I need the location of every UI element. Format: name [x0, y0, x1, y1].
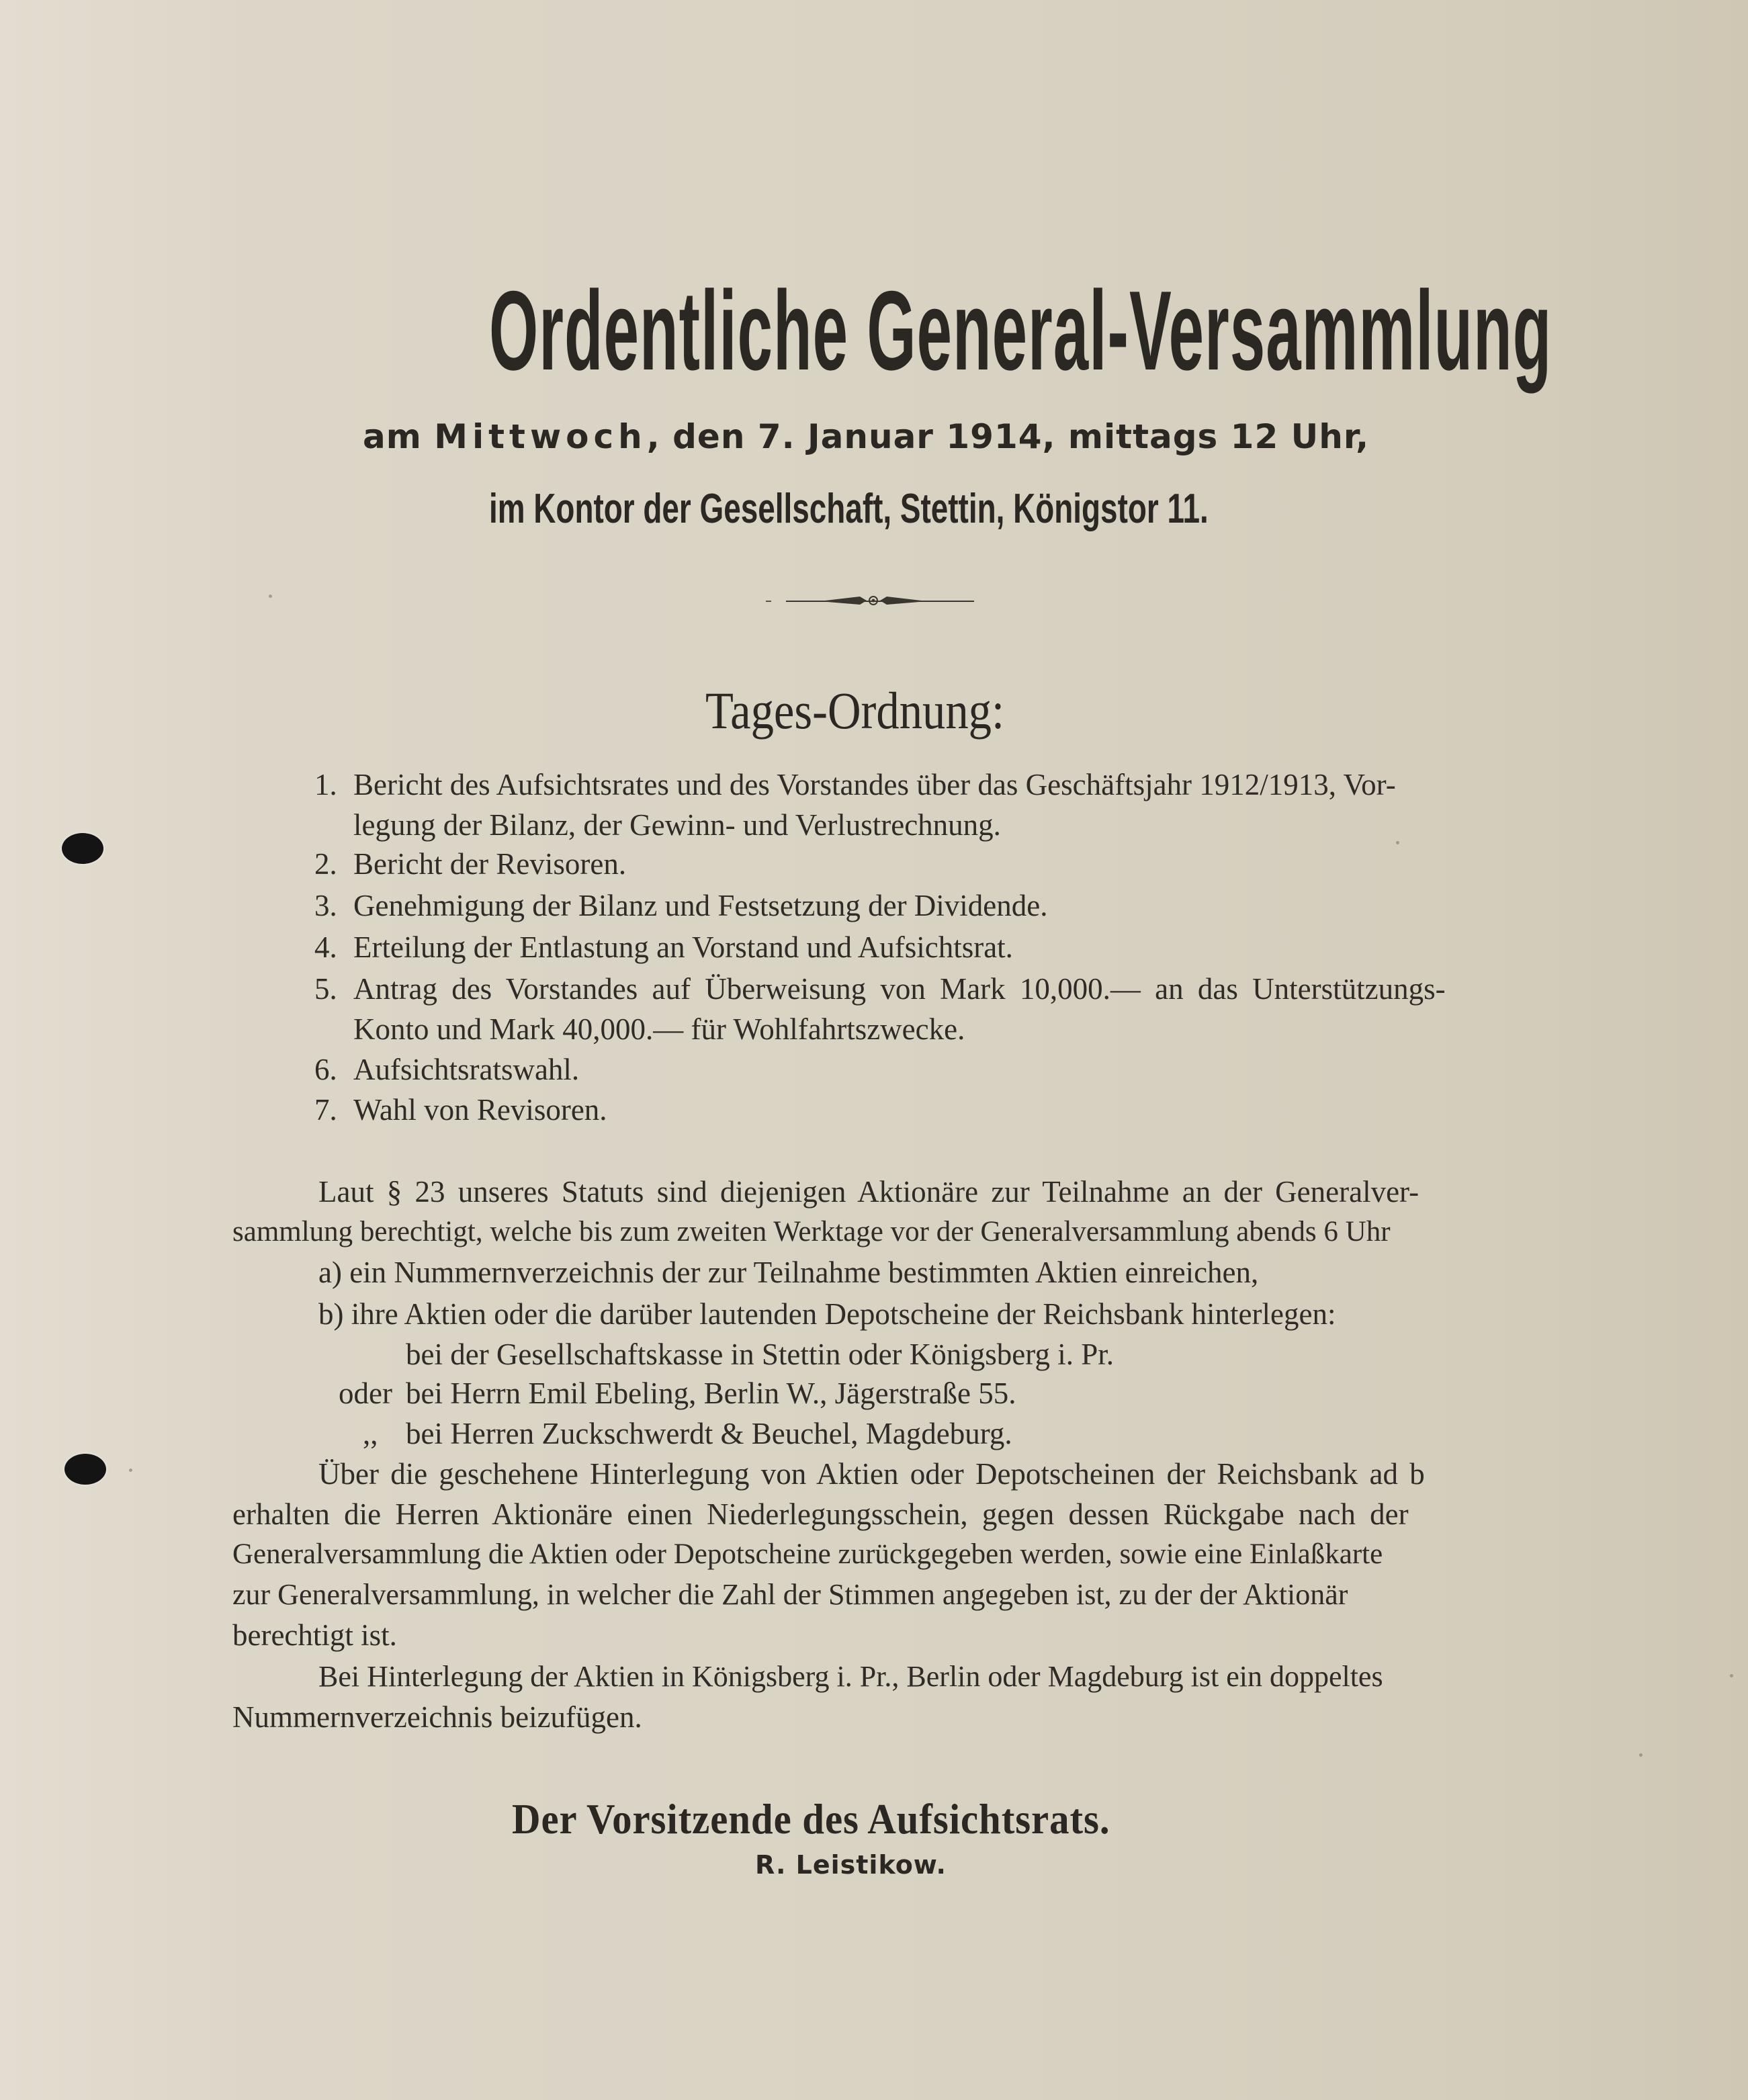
agenda-number: 7.	[314, 1093, 337, 1127]
agenda-number: 2.	[314, 847, 337, 881]
agenda-number: 5.	[314, 972, 337, 1006]
paper-speck	[1396, 841, 1399, 844]
signatory-role: Der Vorsitzende des Aufsichtsrats.	[512, 1795, 1110, 1843]
paper-speck	[129, 1469, 132, 1472]
receipt-line: berechtigt ist.	[232, 1618, 397, 1652]
duplicate-line: Bei Hinterlegung der Aktien in Königsberg i. Pr., Berlin oder Magdeburg ist ein doppeltes	[318, 1660, 1383, 1693]
receipt-line: erhalten die Herren Aktionäre einen Niederlegungsschein, gegen dessen Rückgabe nach der	[232, 1497, 1409, 1531]
punch-hole-lower	[64, 1454, 106, 1485]
meeting-date	[363, 411, 1369, 462]
agenda-line: Bericht des Aufsichtsrates und des Vorstandes über das Geschäftsjahr 1912/1913, Vor-	[353, 768, 1396, 801]
receipt-line: Über die geschehene Hinterlegung von Aktien oder Depotscheinen der Reichsbank ad b	[318, 1457, 1425, 1491]
conditions-intro-line: Laut § 23 unseres Statuts sind diejenigen Aktionäre zur Teilnahme an der Generalver-	[318, 1175, 1419, 1209]
paper-speck	[1639, 1753, 1643, 1757]
agenda-item-text: Konto und Mark 40,000.— für Wohlfahrtszwecke.	[353, 1012, 965, 1046]
decorative-rule-icon	[766, 591, 981, 611]
agenda-item-text	[353, 764, 1512, 805]
depository-text: bei Herrn Emil Ebeling, Berlin W., Jägerstraße 55.	[406, 1376, 1016, 1410]
depository-prefix: oder	[339, 1376, 392, 1410]
date-prefix: am	[363, 417, 435, 456]
depository-text: bei Herren Zuckschwerdt & Beuchel, Magdeburg.	[406, 1417, 1012, 1450]
agenda-number: 1.	[314, 768, 337, 801]
receipt-line: Generalversammlung die Aktien oder Depotscheine zurückgegeben werden, sowie eine Einlaßkarte	[232, 1538, 1383, 1570]
agenda-item-text: legung der Bilanz, der Gewinn- und Verlustrechnung.	[353, 808, 1001, 842]
agenda-item-text: Bericht der Revisoren.	[353, 847, 627, 881]
agenda-item-text: Genehmigung der Bilanz und Festsetzung der Dividende.	[353, 889, 1048, 922]
agenda-number: 3.	[314, 889, 337, 922]
conditions-intro-line: sammlung berechtigt, welche bis zum zweiten Werktage vor der Generalversammlung abends 6 Uhr	[232, 1216, 1391, 1248]
agenda-number: 6.	[314, 1053, 337, 1086]
punch-hole-upper	[62, 833, 103, 864]
meeting-location: im Kontor der Gesellschaft, Stettin, Königstor 11.	[489, 486, 1209, 532]
paper-speck	[269, 595, 272, 598]
agenda-item-text: Aufsichtsratswahl.	[353, 1053, 580, 1086]
agenda-item-text: Antrag des Vorstandes auf Überweisung von Mark 10,000.— an das Unterstützungs-	[353, 972, 1446, 1006]
condition-item-b: b) ihre Aktien oder die darüber lautenden Depotscheine der Reichsbank hinterlegen:	[318, 1297, 1336, 1331]
depository-prefix: ,,	[363, 1417, 378, 1450]
signatory-name: R. Leistikow.	[755, 1850, 947, 1880]
agenda-item-text: Erteilung der Entlastung an Vorstand und Aufsichtsrat.	[353, 930, 1013, 964]
receipt-line: zur Generalversammlung, in welcher die Zahl der Stimmen angegeben ist, zu der der Aktionär	[232, 1578, 1348, 1611]
paper-speck	[1730, 1674, 1733, 1677]
agenda-item-text: Wahl von Revisoren.	[353, 1093, 607, 1127]
date-day: Mittwoch	[434, 417, 647, 456]
agenda-number: 4.	[314, 930, 337, 964]
condition-item-a: a) ein Nummernverzeichnis der zur Teilnahme bestimmten Aktien einreichen,	[318, 1256, 1259, 1289]
agenda-heading: Tages-Ordnung:	[705, 681, 1005, 740]
duplicate-line: Nummernverzeichnis beizufügen.	[232, 1700, 642, 1734]
document-title: Ordentliche General-Versammlung	[489, 267, 1553, 394]
date-rest: , den 7. Januar 1914, mittags 12 Uhr,	[646, 417, 1370, 456]
depository-text: bei der Gesellschaftskasse in Stettin oder Königsberg i. Pr.	[406, 1338, 1114, 1371]
